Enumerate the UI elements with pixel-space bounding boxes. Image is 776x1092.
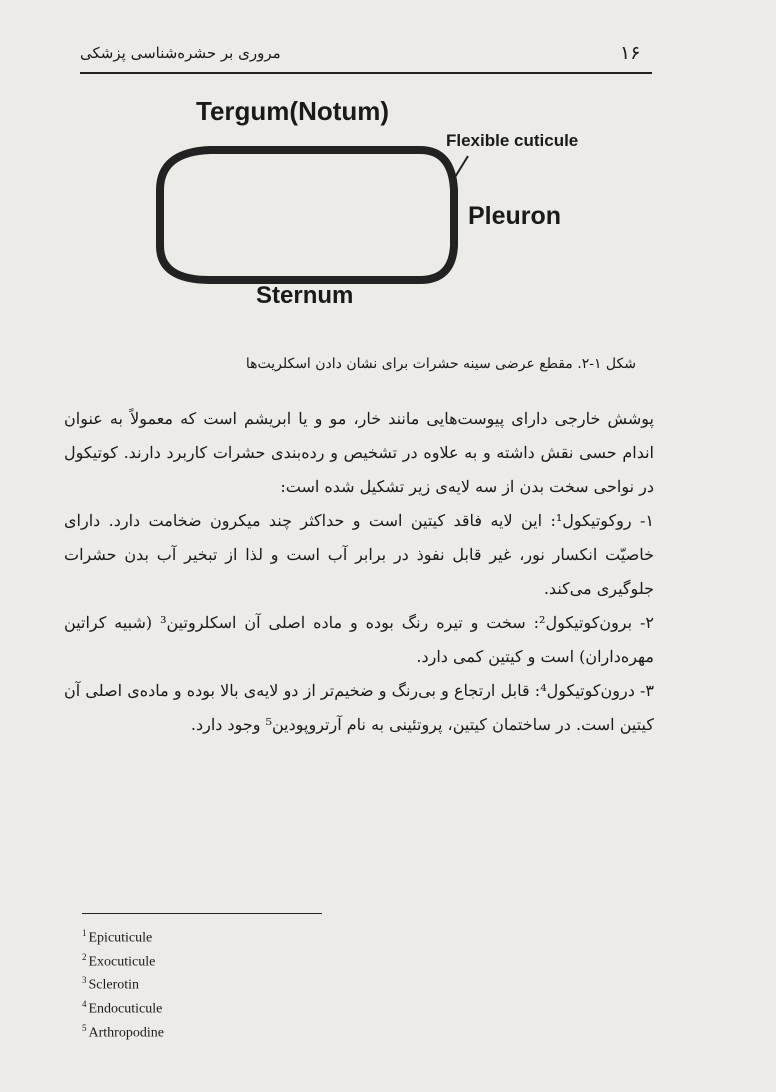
body-text: [64, 402, 654, 742]
paragraph-exocuticle: ۲- برون‌کوتیکول²: سخت و تیره رنگ بوده و ماده اصلی آن اسکلروتین³ (شبیه کراتین مهره‌داران) است و کیتین کمی دارد.: [64, 613, 655, 666]
flexible-cuticle-pointer: [452, 156, 468, 182]
flexible-cuticle-label: Flexible cuticule: [446, 131, 579, 150]
thorax-outline: [160, 150, 454, 280]
footnote-item: $^5$ Arthropodine: [82, 1022, 164, 1041]
paragraph-epicuticle: ۱- روکوتیکول¹: این لایه فاقد کیتین است و حداکثر چند میکرون ضخامت دارد. دارای خاصیّت انکسار نور، غیر قابل نفوذ در برابر آب است و لذا از تبخیر آب بدن حشرات جلوگیری می‌کند.: [64, 511, 654, 598]
footnote-item: $^1$ Epicuticule: [82, 928, 153, 946]
pleuron-label: Pleuron: [468, 202, 562, 230]
sternum-label: Sternum: [256, 282, 354, 309]
footnote-item: $^2$ Exocuticule: [82, 951, 156, 970]
page-number: ۱۶: [620, 42, 641, 64]
figure-caption: شکل ۱-۲. مقطع عرضی سینه حشرات برای نشان دادن اسکلریت‌ها: [245, 356, 636, 372]
thorax-cross-section-figure: [0, 0, 776, 340]
tergum-label: Tergum(Notum): [196, 96, 390, 126]
paragraph-intro: پوشش خارجی دارای پیوست‌هایی مانند خار، مو و یا ابریشم است که معمولاً به عنوان اندام حسی نقش داشته و به علاوه در تشخیص و رده‌بندی حشرات کاربرد دارند. کوتیکول در نواحی سخت بدن از سه لایه‌ی زیر تشکیل شده است:: [64, 409, 654, 496]
footnote-divider: [82, 913, 322, 914]
footnote-item: $^3$ Sclerotin: [82, 975, 140, 993]
paragraph-endocuticle: ۳- درون‌کوتیکول⁴: قابل ارتجاع و بی‌رنگ و ضخیم‌تر از دو لایه‌ی بالا بوده و ماده‌ی اصلی آن کیتین است. در ساختمان کیتین، پروتئینی به نام آرتروپودین⁵ وجود دارد.: [64, 681, 654, 734]
footnotes: [82, 924, 164, 1042]
thorax-diagram: [0, 0, 776, 340]
running-title: مروری بر حشره‌شناسی پزشکی: [80, 44, 281, 62]
footnote-item: $^4$ Endocuticule: [82, 998, 163, 1017]
